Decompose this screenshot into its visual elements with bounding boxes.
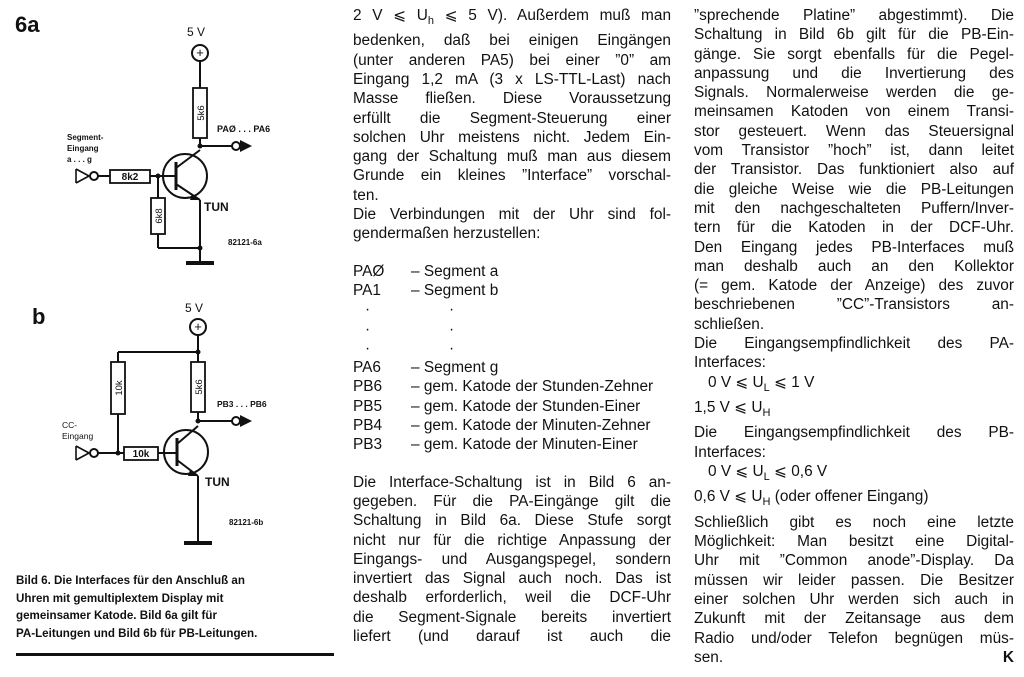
text-line: Möglichkeit: Man besitzt eine Digital- xyxy=(694,533,1014,551)
text-line: 0 V ⩽ $U_L$ ⩽ 0,6 V xyxy=(708,462,828,484)
text-line: gendermaßen herzustellen: xyxy=(353,225,541,243)
list-item: · · xyxy=(365,320,455,338)
text-line: die gleiche Weise wie die PB-Leitungen xyxy=(694,180,1014,198)
circuit-6a xyxy=(0,0,340,290)
list-item: PB4 – gem. Katode der Minuten-Zehner xyxy=(353,417,651,435)
text-line: Den Eingang jedes PB-Interfaces muß xyxy=(694,238,1014,256)
text-line: Die Eingangsempfindlichkeit des PB- xyxy=(694,424,1014,442)
output-arrow-6a xyxy=(240,140,252,152)
svg-text:a . . . g: a . . . g xyxy=(67,155,92,164)
list-item: PB5 – gem. Katode der Stunden-Einer xyxy=(353,397,641,415)
list-item: PA6 – Segment g xyxy=(353,359,499,377)
transistor-label-6b: TUN xyxy=(205,475,230,489)
list-item: · · xyxy=(365,301,455,319)
svg-text:Eingang: Eingang xyxy=(62,431,94,441)
text-column-right xyxy=(694,6,1014,667)
output-terminal-6a xyxy=(232,142,240,150)
text-line: anpassung und die Invertierung des xyxy=(694,64,1014,82)
text-line: gänge. Sie sorgt ebenfalls für die Pegel- xyxy=(694,45,1014,63)
text-column-middle xyxy=(353,6,671,646)
text-line: solchen Uhr meistens nicht. Jedem Ein- xyxy=(353,128,671,146)
text-line: müssen wir leider passen. Die Besitzer xyxy=(694,571,1014,589)
text-line: Schaltung in Bild 6b gilt für die PB-Ein- xyxy=(694,26,1014,44)
text-line: 0 V ⩽ $U_L$ ⩽ 1 V xyxy=(708,373,815,394)
figure-code-6a: 82121-6a xyxy=(228,238,262,247)
text-line: die Segment-Signale bereits invertiert xyxy=(353,608,671,626)
output-label-6b: PB3 . . . PB6 xyxy=(217,399,267,409)
text-line: stor gesteuert. Wenn das Steuersignal xyxy=(694,122,1014,140)
text-line: 0,6 V ⩽ $U_H$ (oder offener Eingang) xyxy=(694,488,929,509)
text-line: nicht nur für die richtige Anpassung der xyxy=(353,531,671,549)
output-arrow-6b xyxy=(240,415,252,427)
figure-6a-label: 6a xyxy=(15,12,40,37)
text-line: man deshalb auch an den Kollektor xyxy=(694,257,1014,275)
text-line: Uhr mit ”Common anode”-Display. Da xyxy=(694,552,1014,570)
text-line: (unter anderen PA5) bei einer ”0” am xyxy=(353,51,671,69)
text-line: Eingang 1,2 mA (3 x LS-TTL-Last) nach xyxy=(353,70,671,88)
list-item: PA1 – Segment b xyxy=(353,281,499,299)
text-line: liefert (und darauf ist auch die xyxy=(353,627,671,645)
supply-label-6a: 5 V xyxy=(187,25,206,39)
svg-text:CC-: CC- xyxy=(62,420,78,430)
text-line: einer solchen Uhr werden sich auch in xyxy=(694,590,1014,608)
text-line: schließen. xyxy=(694,315,765,333)
label-10k-left-6b: 10k xyxy=(114,380,125,396)
input-terminal-6a xyxy=(90,172,98,180)
text-line: beschriebenen ”CC”-Transistors an- xyxy=(694,296,1014,314)
text-line: gang der Schaltung muß man aus diesem xyxy=(353,148,671,166)
text-line: Signals. Normalerweise werden die ge- xyxy=(694,84,1014,102)
text-line: Interfaces: xyxy=(694,443,766,461)
circuit-6b xyxy=(0,290,340,560)
text-line: vom Transistor ”hoch” ist, dann leitet xyxy=(694,142,1014,160)
figure-caption: Bild 6. Die Interfaces für den Anschluß an Uhren mit gemultiplextem Display mit gemeinsamer Katode. Bild 6a gilt für PA-Leitungen und Bild 6b für PB-Leitungen. xyxy=(16,574,258,640)
output-terminal-6b xyxy=(232,417,240,425)
text-line: Grunde ein kleines ”Interface” vorschal- xyxy=(353,167,671,185)
list-item: PB6 – gem. Katode der Stunden-Zehner xyxy=(353,378,654,396)
text-line: tern für die Katoden in der DCF-Uhr. xyxy=(694,219,1014,237)
label-5k6-6b: 5k6 xyxy=(194,379,205,395)
text-line: Radio und/oder Telefon begnügen müs- xyxy=(694,629,1014,647)
text-line: deshalb erforderlich, weil die DCF-Uhr xyxy=(353,589,671,607)
text-line: Eingangs- und Ausgangspegel, sondern xyxy=(353,550,671,568)
supply-label-6b: 5 V xyxy=(185,301,204,315)
list-item: PAØ – Segment a xyxy=(353,262,499,280)
text-line: (= gem. Katode der Anzeige) des zuvor xyxy=(694,277,1014,295)
svg-text:Eingang: Eingang xyxy=(67,144,99,153)
list-item: · · xyxy=(365,339,455,357)
text-line: 2 V ⩽ $U_h$ ⩽ 5 V). Außerdem muß man xyxy=(353,7,671,28)
text-line: Die Interface-Schaltung ist in Bild 6 an- xyxy=(353,473,671,491)
text-line: bedenken, daß bei einigen Eingängen xyxy=(353,32,671,50)
svg-text:+: + xyxy=(194,319,202,334)
text-line: erfüllt die Segment-Steuerung einer xyxy=(353,109,671,127)
text-line: der Transistor. Das funktioniert also auf xyxy=(694,161,1014,179)
text-line: ten. xyxy=(353,186,379,204)
figure-6b-label: b xyxy=(32,304,46,329)
text-line: Die Verbindungen mit der Uhr sind fol- xyxy=(353,206,671,224)
output-label-6a: PAØ . . . PA6 xyxy=(217,124,271,134)
input-terminal-6b xyxy=(90,449,98,457)
text-line: Schaltung in Bild 6a. Diese Stufe sorgt xyxy=(353,512,671,530)
text-line: Schließlich gibt es noch eine letzte xyxy=(694,513,1014,531)
svg-text:+: + xyxy=(196,45,204,60)
text-line: ”sprechende Platine” abgestimmt). Die xyxy=(694,7,1014,24)
text-line: Zukunft mit der Zeitansage aus dem xyxy=(694,610,1014,628)
text-line: Masse fließen. Diese Voraussetzung xyxy=(353,90,671,108)
transistor-label-6a: TUN xyxy=(204,200,229,214)
text-line: meinsamen Katoden von einem Transi- xyxy=(694,103,1014,121)
text-line: Interfaces: xyxy=(694,354,766,372)
svg-text:Segment-: Segment- xyxy=(67,133,104,142)
end-mark-icon: K xyxy=(1002,648,1014,666)
text-line: Die Eingangsempfindlichkeit des PA- xyxy=(694,335,1014,353)
text-line: 1,5 V ⩽ $U_H$ xyxy=(694,399,771,420)
text-line: mit den nachgeschalteten Puffern/Inver- xyxy=(694,199,1014,217)
text-line: invertiert das Signal auch noch. Das ist xyxy=(353,570,671,588)
figure-code-6b: 82121-6b xyxy=(229,518,264,527)
text-line: gegeben. Für die PA-Eingänge gilt die xyxy=(353,492,671,510)
label-8k2-6a: 8k2 xyxy=(121,172,139,183)
caption-rule xyxy=(16,653,334,656)
label-5k6-6a: 5k6 xyxy=(196,105,207,121)
label-6k8-6a: 6k8 xyxy=(154,208,165,224)
text-line: sen. K xyxy=(694,648,1014,666)
list-item: PB3 – gem. Katode der Minuten-Einer xyxy=(353,436,638,454)
label-10k-series-6b: 10k xyxy=(132,449,150,460)
